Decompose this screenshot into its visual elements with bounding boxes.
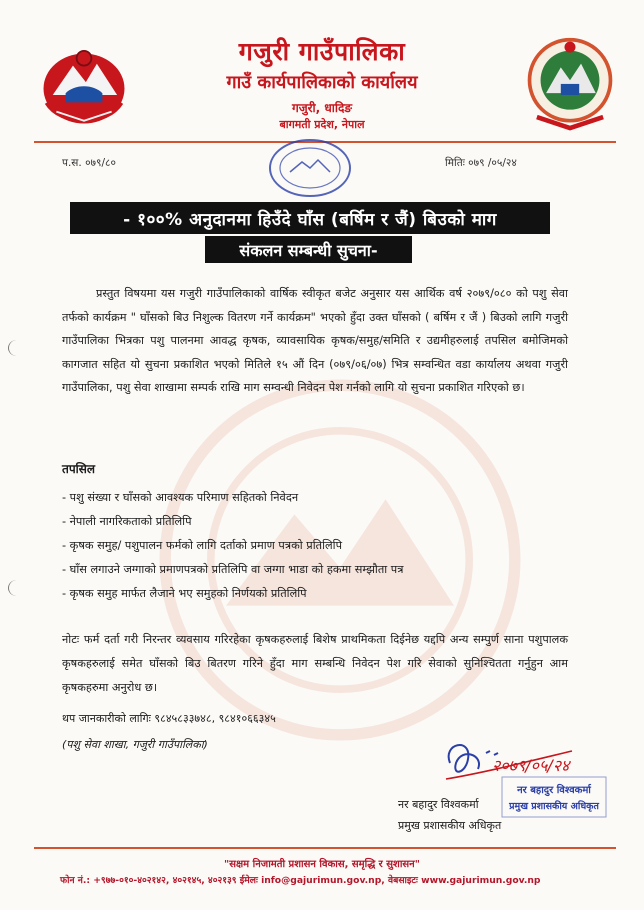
signatory-title: प्रमुख प्रशासकीय अधिकृत (398, 819, 502, 832)
footer-divider (34, 847, 616, 849)
reference-number: प.स. ०७९/८० (62, 157, 116, 169)
requirements-list (62, 486, 562, 606)
list-item: - कृषक समुह/ पशुपालन फर्मको लागि दर्ताको प्रमाण पत्रको प्रतिलिपि (62, 539, 343, 552)
list-item: - पशु संख्या र घाँसको आवश्यक परिमाण सहितको निवेदन (62, 491, 299, 504)
notice-heading-line2: संकलन सम्बन्धी सुचना- (205, 236, 412, 263)
svg-text:प्रमुख प्रशासकीय अधिकृत: प्रमुख प्रशासकीय अधिकृत (509, 801, 599, 812)
list-item: - नेपाली नागरिकताको प्रतिलिपि (62, 515, 192, 528)
signature-icon (432, 733, 612, 828)
notice-heading-line1: - १००% अनुदानमा हिउँदे घाँस (बर्षिम र जैं) बिउको माग (70, 202, 550, 234)
office-stamp-icon (262, 136, 358, 200)
signatory-name: नर बहादुर विश्वकर्मा (398, 798, 479, 811)
section-label: तपसिल (62, 462, 96, 476)
footer-contact: फोन नं.: +९७७-०१०-४०२१४२, ४०२१४५, ४०२१३९ ईमेलः info@gajurimun.gov.np, वेबसाइटः www.gajurimun.gov.np (60, 875, 541, 886)
office-title: गजुरी गाउँपालिका (238, 37, 406, 66)
svg-text:नर बहादुर विश्वकर्मा: नर बहादुर विश्वकर्मा (517, 785, 591, 796)
letter-date: मितिः ०७९ /०५/२४ (445, 157, 517, 169)
notice-paragraph-1 (62, 282, 568, 400)
notice-paragraph-2: नोटः फर्म दर्ता गरी निरन्तर व्यवसाय गरिरहेका कृषकहरुलाई बिशेष प्राथमिकता दिईनेछ यद्दपि अन्य सम्पुर्ण साना पशुपालक कृषकहरुलाई समेत घाँसको बिउ बितरण गरिने हुँदा माग सम्बन्धि निवेदन पेश गरि सेवाको सुनिश्चितता गर्नुहुन आम कृषकहरुमा अनुरोध छ। (62, 633, 568, 694)
list-item: - घाँस लगाउने जग्गाको प्रमाणपत्रको प्रतिलिपि वा जग्गा भाडा को हकमा सम्झौता पत्र (62, 563, 404, 576)
punch-hole-mark (8, 340, 25, 356)
footer-slogan: "सक्षम निजामती प्रशासन विकास, समृद्धि र सुशासन" (224, 859, 420, 870)
paragraph-1-text: प्रस्तुत विषयमा यस गजुरी गाउँपालिकाको वार्षिक स्वीकृत बजेट अनुसार यस आर्थिक वर्ष २०७९/०८० को पशु सेवा तर्फको कार्यक्रम " घाँसको बिउ निशुल्क वितरण गर्ने कार्यक्रम" भएको हुँदा उक्त घाँसको ( बर्षिम र जैं ) बिउको लागि गजुरी गाउँपालिका भित्रका पशु पालनमा आवद्ध कृषक, व्यावसायिक कृषक/समुह/समिति र उद्यमीहरुलाई तपसिल बमोजिमको कागजात सहित यो सुचना प्रकाशित भएको मितिले १५ औं दिन (०७९/०६/०७) भित्र सम्वन्धित वडा कार्यालय अथवा गजुरी गाउँपालिका, पशु सेवा शाखामा सम्पर्क राखि माग सम्वन्धी निवेदन पेश गर्नको लागि यो सुचना प्रकाशित गरिएको छ। (62, 287, 568, 394)
svg-text:२०७९/०५/२४: २०७९/०५/२४ (492, 756, 570, 775)
punch-hole-mark (8, 580, 25, 596)
branch-name: (पशु सेवा शाखा, गजुरी गाउँपालिका) (62, 738, 208, 751)
office-location: गजुरी, धादिङ (291, 101, 353, 115)
office-province: बागमती प्रदेश, नेपाल (279, 118, 365, 131)
office-subtitle: गाउँ कार्यपालिकाको कार्यालय (226, 72, 418, 93)
contact-numbers: थप जानकारीको लागिः ९८४५८३३७४८, ९८४१०६६३४५ (62, 712, 276, 725)
list-item: - कृषक समुह मार्फत लैजाने भए समुहको निर्णयको प्रतिलिपि (62, 587, 307, 600)
